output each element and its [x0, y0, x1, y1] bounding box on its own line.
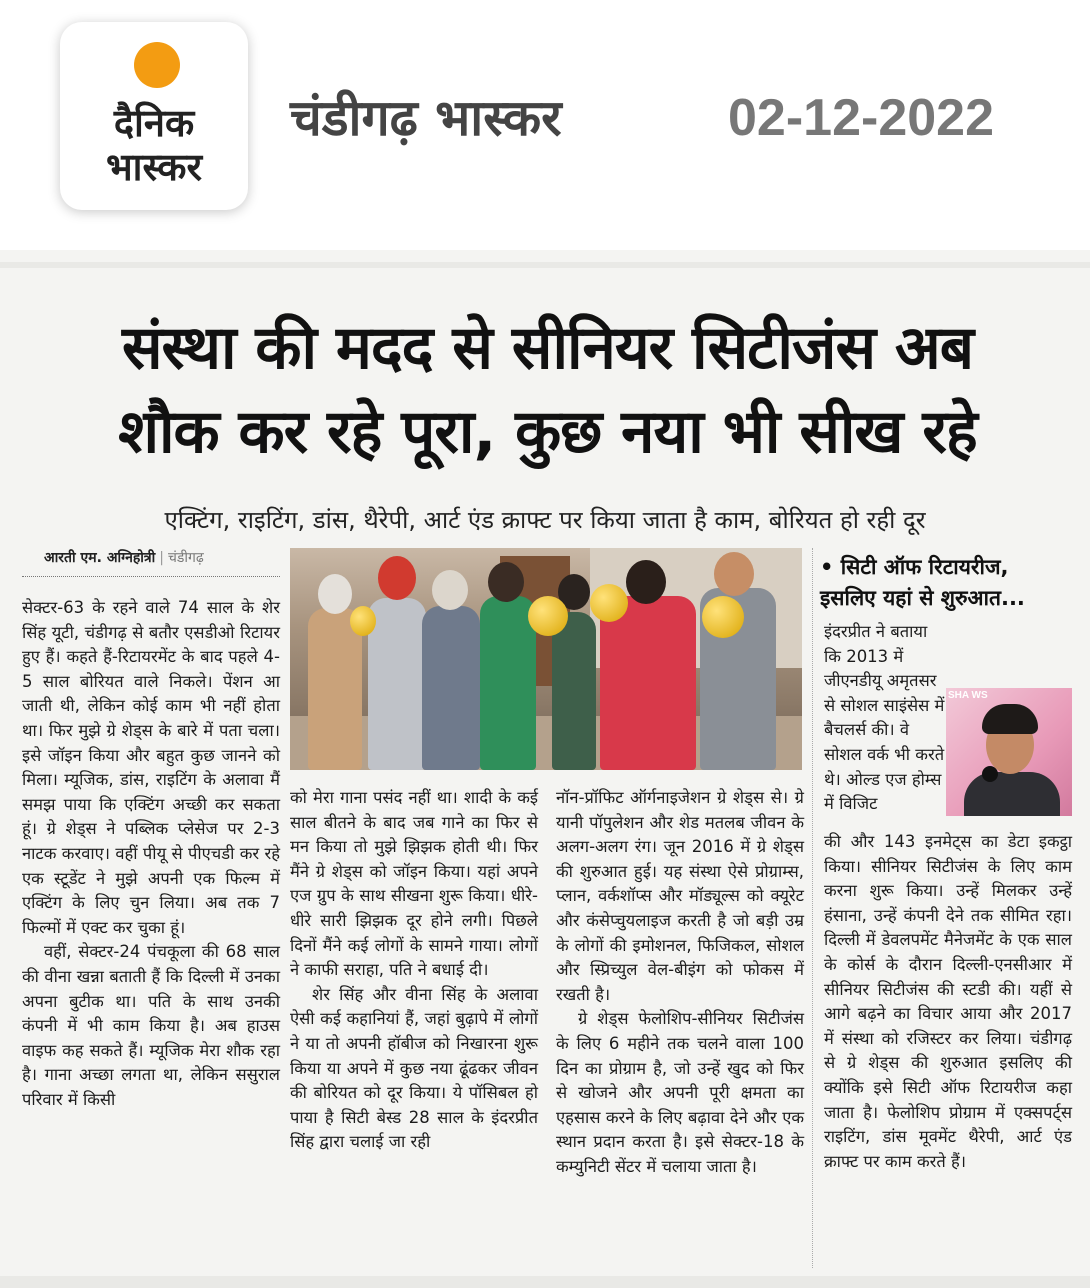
paragraph: नॉन-प्रॉफिट ऑर्गनाइजेशन ग्रे शेड्स से। ग्रे यानी पॉपुलेशन और शेड मतलब जीवन के अलग-अलग रंग। जून 2016 में ग्रे शेड्स की शुरुआत हुई। यह संस्था ऐसे प्रोग्राम्स, प्लान, वर्कशॉप्स और मॉड्यूल्स को क्यूरेट और कंसेप्चुयलाइज करती है जो बड़ी उम्र के लोगों की इमोशनल, फिजिकल, सोशल और स्प्रिच्युल वेल-बीइंग को फोकस में रखती है। — [556, 788, 804, 1004]
portrait-hair — [982, 704, 1038, 734]
microphone-icon — [982, 766, 998, 782]
headline-line1: संस्था की मदद से सीनियर सिटीजंस अब — [121, 313, 974, 383]
person-4 — [480, 596, 536, 770]
column-2 — [290, 786, 538, 1155]
sidebar-title: • सिटी ऑफ रिटायरीज, इसलिए यहां से शुरुआत... — [820, 555, 1025, 610]
person-3 — [422, 606, 480, 770]
balloon — [350, 606, 376, 636]
person-2-turban — [378, 556, 416, 600]
column-divider — [812, 548, 813, 1268]
person-6 — [600, 596, 696, 770]
paragraph: शेर सिंह और वीना सिंह के अलावा ऐसी कई कहानियां हैं, जहां बुढ़ापे में लोगों ने या तो अपनी हॉबीज को निखारना शुरू किया या अपने में कुछ नया ढूंढकर जीवन की बोरियत को दूर किया। ये पॉसिबल हो पाया है सिटी बेस्ड 28 साल के इंदरप्रीत सिंह द्वारा चलाई जा रही — [290, 984, 538, 1152]
byline-divider — [22, 576, 280, 577]
column-3 — [556, 786, 804, 1180]
balloon — [702, 596, 744, 638]
edition-name: चंडीगढ़ भास्कर — [290, 89, 562, 147]
person-1-head — [318, 574, 352, 614]
person-3-head — [432, 570, 468, 610]
paragraph: वहीं, सेक्टर-24 पंचकूला की 68 साल की वीना खन्ना बताती हैं कि दिल्ली में उनका अपना बुटीक था। पति के साथ उनकी कंपनी में भी काम किया है। अब हाउस वाइफ कह सकते हैं। म्यूजिक मेरा शौक रहा है। गाना अच्छा लगता था, लेकिन ससुराल परिवार में किसी — [22, 942, 280, 1109]
byline-place: चंडीगढ़ — [167, 550, 204, 566]
bottom-bar — [0, 1276, 1090, 1288]
balloon — [528, 596, 568, 636]
newspaper-logo — [60, 22, 248, 210]
column-1 — [22, 596, 280, 1112]
person-4-head — [488, 562, 524, 602]
paragraph: सेक्टर-63 के रहने वाले 74 साल के शेर सिंह यूटी, चंडीगढ़ से बतौर एसडीओ रिटायर हुए हैं। कहते हैं-रिटायरमेंट के बाद पहले 4-5 साल बोरियत वाले निकले। पेंशन आ जाती थी, लेकिन कोई काम भी नहीं होता था। फिर मुझे ग्रे शेड्स के बारे में पता चला। इसे जॉइन किया और बहुत कुछ जानने को मिला। म्यूजिक, डांस, राइटिंग के अलावा मैं समझ पाया कि एक्टिंग अच्छी कर सकता हूं। ग्रे शेड्स ने पब्लिक प्लेसेज पर 2-3 नाटक करवाए। वहीं पीयू से पीएचडी कर रहे एक स्टूडेंट ने मुझे अपनी एक फिल्म में एक्टिंग के लिए चुन लिया। अब तक 7 फिल्मों में एक्ट कर चुका हूं। — [22, 598, 280, 937]
header — [0, 0, 1090, 250]
headline — [20, 306, 1075, 474]
sun-icon — [134, 42, 180, 88]
portrait-backdrop-text: SHA WS — [948, 690, 988, 701]
sidebar-text-top: इंदरप्रीत ने बताया कि 2013 में जीएनडीयू अमृतसर से सोशल साइंसेस में बैचलर्स की। वे सोशल वर्क भी करते थे। ओल्ड एज होम्स में विजिट — [824, 622, 945, 814]
publication-date: 02-12-2022 — [728, 89, 994, 147]
byline: आरती एम. अग्निहोत्री | चंडीगढ़ — [44, 550, 204, 566]
sidebar-text-bottom: की और 143 इनमेट्स का डेटा इकट्ठा किया। सीनियर सिटीजंस के लिए काम करना शुरू किया। उन्हें मिलकर उन्हें हंसाना, उन्हें कंपनी देने तक सीमित रहा। दिल्ली में डेवलपमेंट मैनेजमेंट के एक साल के कोर्स के दौरान दिल्ली-एनसीआर में सीनियर सिटीजंस की स्टडी की। यहीं से आगे बढ़ने का विचार आया और 2017 में संस्था को रजिस्टर कर लिया। चंडीगढ़ से ग्रे शेड्स की शुरुआत इसलिए की क्योंकि इसे सिटी ऑफ रिटायरीज कहा जाता है। फेलोशिप प्रोग्राम में एक्सपर्ट्स राइटिंग, डांस मूवमेंट थैरेपी, आर्ट एंड क्राफ्ट पर काम करते हैं। — [824, 832, 1072, 1171]
person-6-head — [626, 560, 666, 604]
paragraph: ग्रे शेड्स फेलोशिप-सीनियर सिटीजंस के लिए 6 महीने तक चलने वाला 100 दिन का प्रोग्राम है, जो उन्हें खुद को फिर से खोजने और अपनी पूरी क्षमता का एहसास करने के लिए बढ़ावा देने और एक स्थान प्रदान करता है। इसे सेक्टर-18 के कम्युनिटी सेंटर में चलाया जाता है। — [556, 1009, 804, 1176]
paragraph: को मेरा गाना पसंद नहीं था। शादी के कई साल बीतने के बाद जब गाने का फिर से मन किया तो मुझे झिझक होती थी। फिर मैंने ग्रे शेड्स को जॉइन किया। यहां अपने एज ग्रुप के साथ सीखना शुरू किया। धीरे-धीरे सारी झिझक दूर होने लगी। पिछले दिनों मैंने कई लोगों के सामने गाया। लोगों ने काफी सराहा, पति ने बधाई दी। — [290, 788, 538, 980]
subheadline: एक्टिंग, राइटिंग, डांस, थैरेपी, आर्ट एंड क्राफ्ट पर किया जाता है काम, बोरियत हो रही दूर — [164, 506, 926, 534]
portrait-body — [964, 772, 1060, 816]
byline-author: आरती एम. अग्निहोत्री — [44, 550, 156, 566]
logo-text-line1: दैनिक — [113, 101, 195, 145]
divider — [0, 262, 1090, 268]
person-5 — [552, 612, 596, 770]
person-2 — [368, 598, 426, 770]
logo-text-line2: भास्कर — [105, 145, 203, 189]
person-7-head — [714, 552, 754, 596]
article-photo — [290, 548, 802, 770]
headline-line2: शौक कर रहे पूरा, कुछ नया भी सीख रहे — [118, 397, 977, 467]
balloon — [590, 584, 628, 622]
portrait-photo — [946, 688, 1072, 816]
